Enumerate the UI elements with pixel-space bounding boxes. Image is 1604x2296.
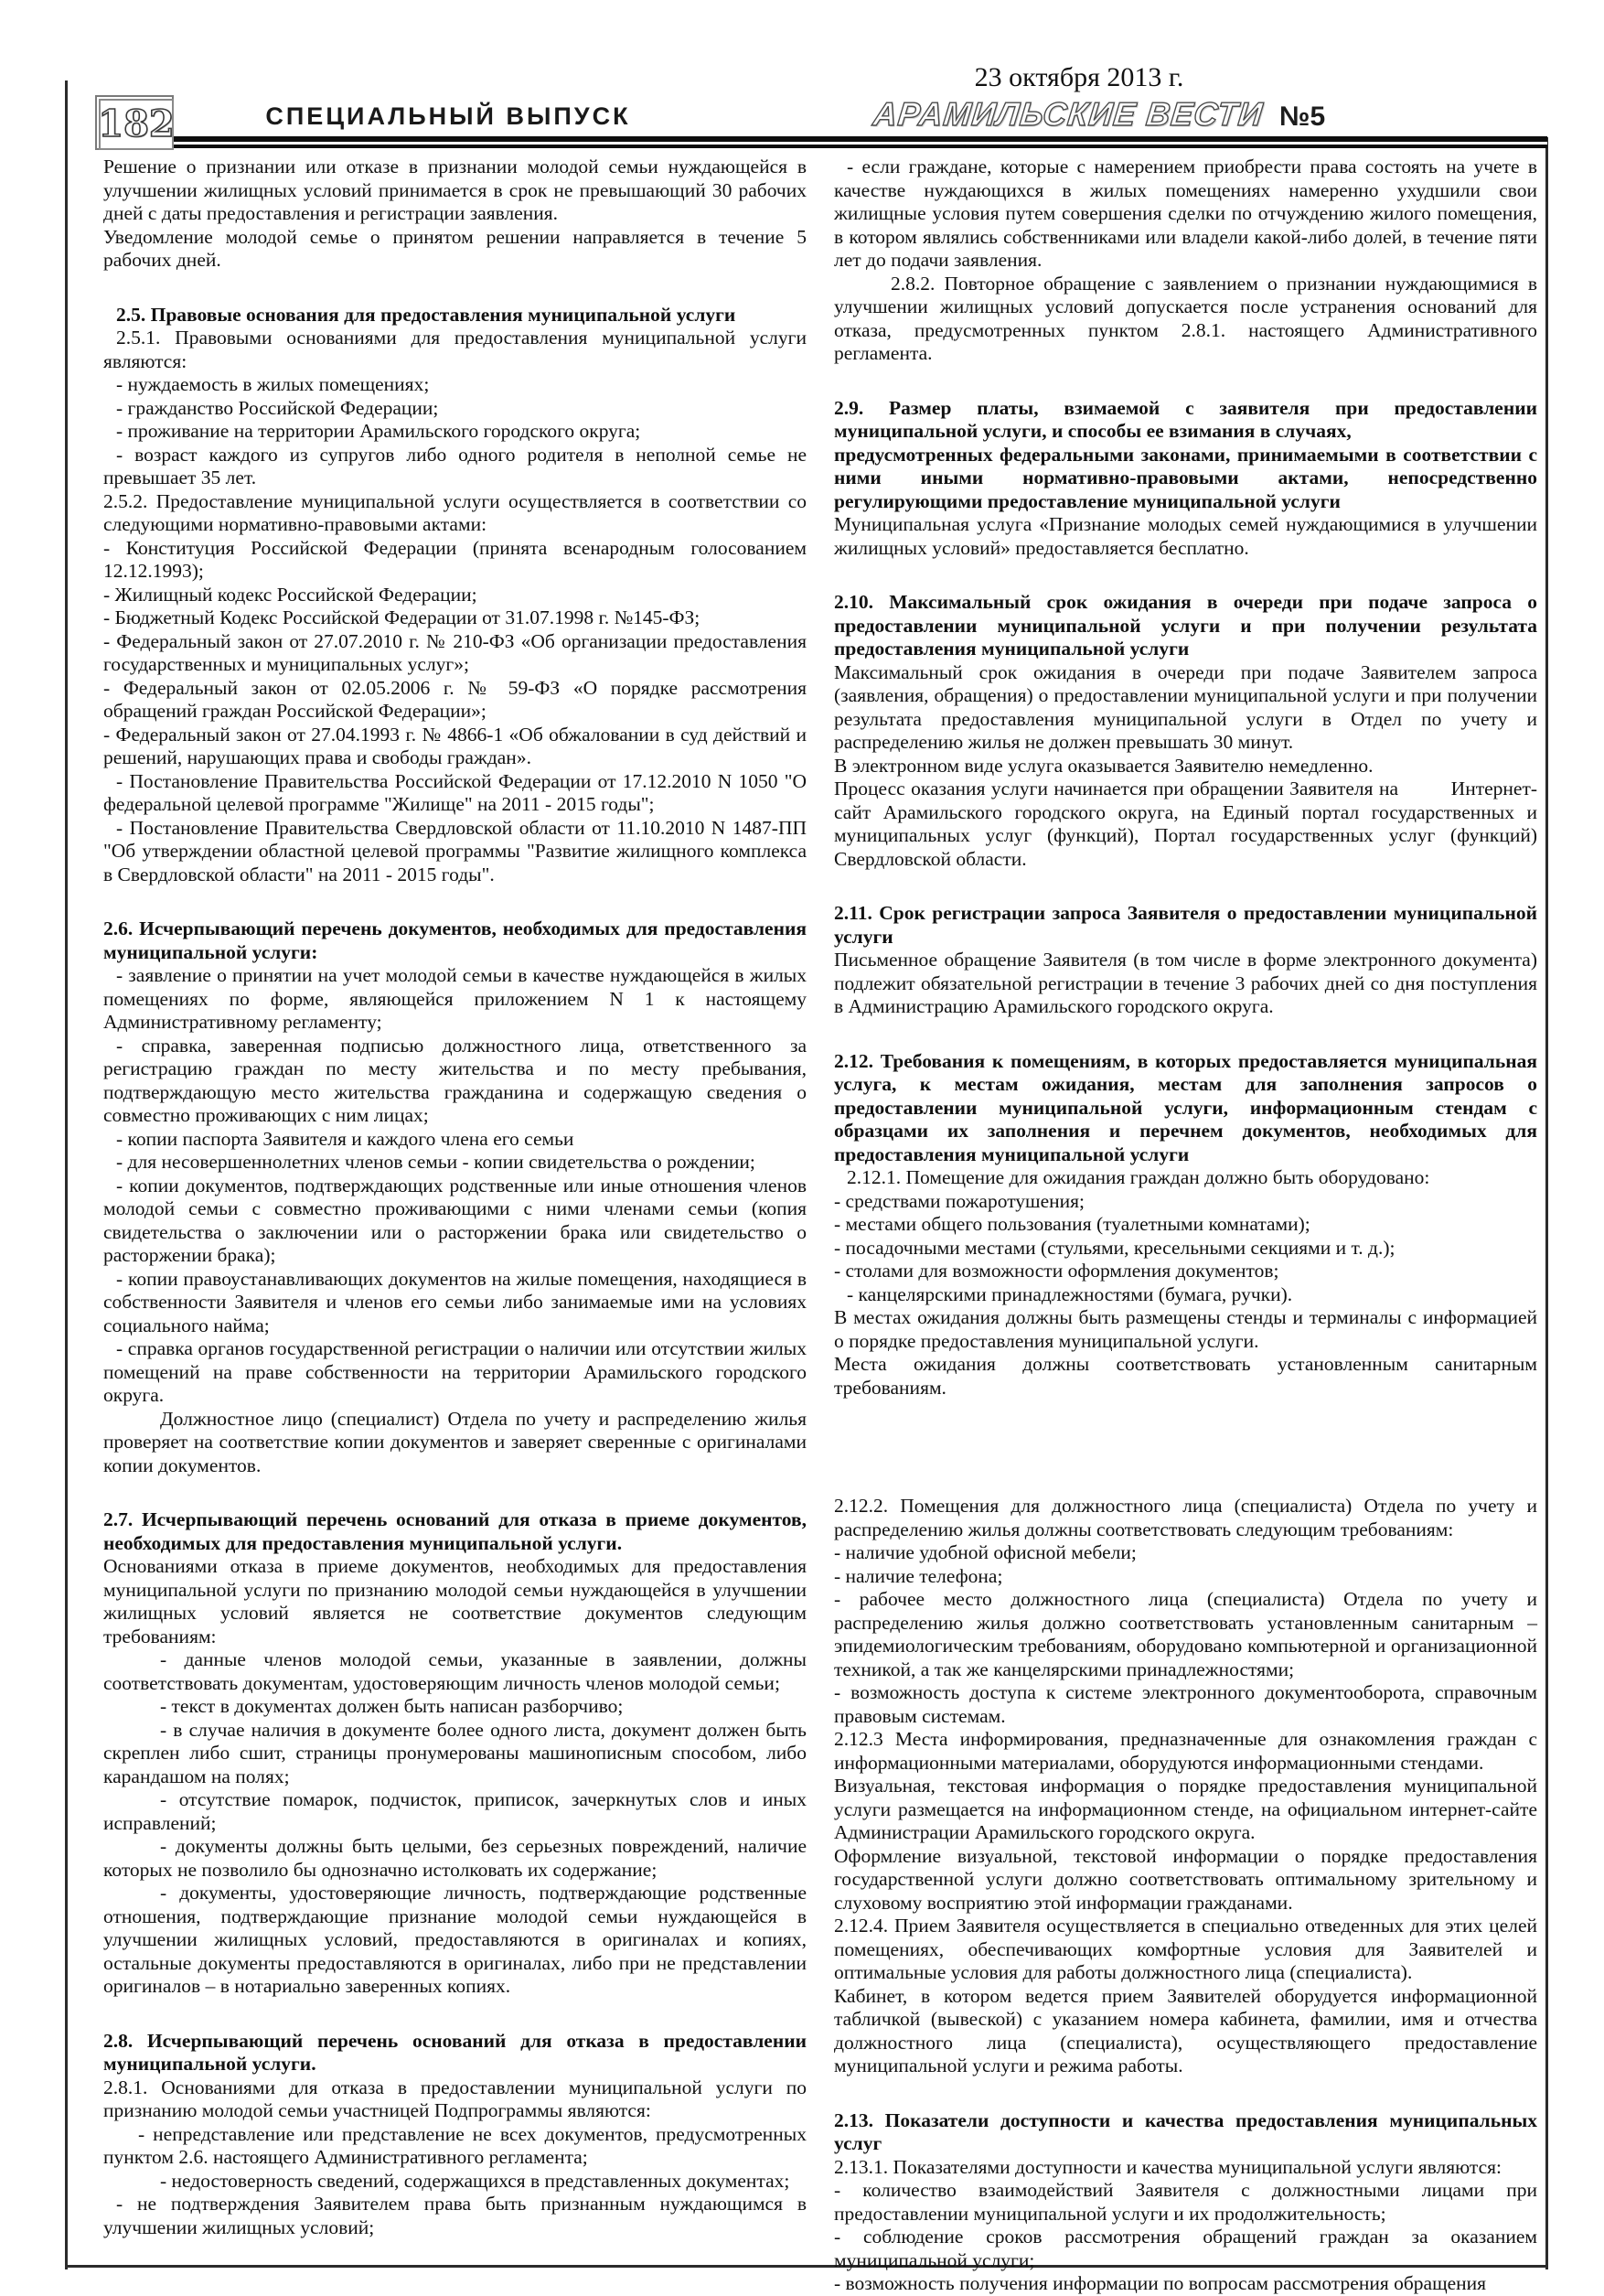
section-heading: 2.13. Показатели доступности и качества предоставления муниципальных услуг [834, 2108, 1537, 2154]
left-column [103, 156, 807, 2296]
paragraph: - Бюджетный Кодекс Российской Федерации от 31.07.1998 г. №145-ФЗ; [103, 606, 700, 628]
paragraph: - Жилищный кодекс Российской Федерации; [103, 583, 477, 606]
paragraph: Места ожидания должны соответствовать установленным санитарным требованиям. [834, 1353, 1537, 1399]
paragraph: 2.8.2. Повторное обращение с заявлением о признании нуждающимися в улучшении жилищных условий допускается после устранения оснований для отказа, предусмотренных пунктом 2.8.1. настоящего Административного регламента. [834, 272, 1537, 364]
paragraph: - возможность получения информации по вопросам рассмотрения обращения [834, 2272, 1487, 2294]
paragraph: - копии правоустанавливающих документов на жилые помещения, находящиеся в собственности Заявителя и членов его семьи либо занимаемые ими на условиях социального найма; [103, 1267, 807, 1336]
paragraph: 2.12.4. Прием Заявителя осуществляется в специально отведенных для этих целей помещениях, обеспечивающих комфортные условия для Заявителей и оптимальные условия для работы должностного лица (специалиста). [834, 1915, 1537, 1983]
paragraph: В местах ожидания должны быть размещены стенды и терминалы с информацией о порядке предоставления муниципальной услуги. [834, 1306, 1537, 1352]
scan-border-right [1545, 137, 1548, 2269]
paragraph: - для несовершеннолетних членов семьи - копии свидетельства о рождении; [116, 1151, 755, 1173]
paragraph: - соблюдение сроков рассмотрения обращений граждан за оказанием муниципальной услуги; [834, 2226, 1537, 2271]
paragraph: - гражданство Российской Федерации; [116, 396, 439, 419]
paragraph: - Федеральный закон от 27.07.2010 г. № 210-ФЗ «Об организации предоставления государственных и муниципальных услуг»; [103, 629, 807, 675]
special-issue-title: СПЕЦИАЛЬНЫЙ ВЫПУСК [265, 102, 631, 130]
paragraph: Уведомление молодой семье о принятом решении направляется в течение 5 рабочих дней. [103, 225, 807, 271]
newspaper-masthead: АРАМИЛЬСКИЕ ВЕСТИ [871, 95, 1266, 133]
paragraph: 2.5.1. Правовыми основаниями для предоставления муниципальной услуги являются: [103, 327, 807, 372]
paragraph: - копии документов, подтверждающих родственные или иные отношения членов молодой семьи с совместно проживающими с ними членами семьи (копия свидетельства о заключении или о расторжении брака или свидетельство о расторжении брака); [103, 1174, 807, 1266]
article-body [103, 156, 1537, 2296]
section-heading: 2.7. Исчерпывающий перечень оснований для отказа в приеме документов, необходимых для предоставления муниципальной услуги. [103, 1508, 807, 1554]
right-column [834, 156, 1537, 2296]
paragraph: Визуальная, текстовая информация о порядке предоставления муниципальной услуги размещается на информационном стенде, на официальном интернет-сайте Администрации Арамильского городского округа. [834, 1775, 1537, 1843]
paragraph-spacer [834, 366, 1537, 397]
paragraph: - документы, удостоверяющие личность, подтверждающие родственные отношения, подтверждающие признание молодой семьи нуждающейся в улучшении жилищных условий, предоставляются в оригиналах и копиях, остальные документы предоставляются в оригиналах, либо при не представлении оригиналов – в нотариально заверенных копиях. [103, 1882, 807, 1997]
paragraph-spacer [834, 2078, 1537, 2109]
paragraph: Процесс оказания услуги начинается при обращении Заявителя на Интернет-сайт Арамильского городского округа, на Единый портал государственных и муниципальных услуг (функций), Портал государственных услуг (функций) Свердловской области. [834, 778, 1537, 870]
paragraph: - средствами пожаротушения; [834, 1189, 1085, 1212]
section-heading: 2.8. Исчерпывающий перечень оснований для отказа в предоставлении муниципальной услуги. [103, 2029, 807, 2075]
paragraph: - нуждаемость в жилых помещениях; [116, 373, 430, 395]
paragraph: Муниципальная услуга «Признание молодых семей нуждающимися в улучшении жилищных условий» предоставляется бесплатно. [834, 513, 1537, 559]
issue-date: 23 октября 2013 г. [974, 62, 1184, 92]
paragraph-spacer [103, 1477, 807, 1508]
paragraph: - количество взаимодействий Заявителя с должностными лицами при предоставлении муниципальной услуги и их продолжительность; [834, 2179, 1537, 2225]
paragraph: - наличие удобной офисной мебели; [834, 1541, 1137, 1563]
page-number-inner-frame [99, 99, 174, 150]
paragraph: - проживание на территории Арамильского городского округа; [116, 420, 641, 442]
paragraph: - копии паспорта Заявителя и каждого члена его семьи [116, 1127, 574, 1150]
paragraph-spacer [834, 871, 1537, 902]
paragraph: - наличие телефона; [834, 1564, 1003, 1587]
paragraph: - если граждане, которые с намерением приобрести права состоять на учете в качестве нуждающихся в жилых помещениях намеренно ухудшили свои жилищные условия путем совершения сделки по отчуждению жилого помещения, в котором являлись собственниками или владели какой-либо долей, в течение пяти лет до подачи заявления. [834, 156, 1537, 271]
paragraph: - Постановление Правительства Свердловской области от 11.10.2010 N 1487-ПП "Об утверждении областной целевой программы "Развитие жилищного комплекса в Свердловской области" на 2011 - 2015 годы". [103, 816, 807, 885]
paragraph: 2.12.2. Помещения для должностного лица (специалиста) Отдела по учету и распределению жилья должны соответствовать следующим требованиям: [834, 1495, 1537, 1540]
paragraph: - не подтверждения Заявителем права быть признанным нуждающимся в улучшении жилищных условий; [103, 2193, 807, 2238]
paragraph-spacer [834, 1400, 1537, 1495]
paragraph: Кабинет, в котором ведется прием Заявителей оборудуется информационной табличкой (вывеской) с указанием номера кабинета, фамилии, имя и отчества должностного лица (специалиста), осуществляющего предоставление муниципальной услуги и режима работы. [834, 1984, 1537, 2076]
paragraph: - возраст каждого из супругов либо одного родителя в неполной семье не превышает 35 лет. [103, 443, 807, 488]
paragraph: - местами общего пользования (туалетными комнатами); [834, 1213, 1310, 1235]
header-double-rule [166, 136, 1547, 148]
paragraph: - Федеральный закон от 27.04.1993 г. № 4866-1 «Об обжаловании в суд действий и решений, нарушающих права и свободы граждан». [103, 723, 807, 768]
paragraph: - данные членов молодой семьи, указанные в заявлении, должны соответствовать документам, удостоверяющим личность членов молодой семьи; [103, 1648, 807, 1694]
paragraph: - возможность доступа к системе электронного документооборота, справочным правовым системам. [834, 1681, 1537, 1727]
paragraph: Письменное обращение Заявителя (в том числе в форме электронного документа) подлежит обязательной регистрации в течение 3 рабочих дней со дня поступления в Администрацию Арамильского городского округа. [834, 949, 1537, 1017]
paragraph: - документы должны быть целыми, без серьезных повреждений, наличие которых не позволило бы однозначно истолковать их содержание; [103, 1835, 807, 1881]
paragraph: В электронном виде услуга оказывается Заявителю немедленно. [834, 754, 1374, 777]
paragraph: - в случае наличия в документе более одного листа, документ должен быть скреплен либо сшит, страницы пронумерованы машинописным способом, либо карандашом на полях; [103, 1718, 807, 1787]
paragraph: Решение о признании или отказе в признании молодой семьи нуждающейся в улучшении жилищных условий принимается в срок не превышающий 30 рабочих дней с даты предоставления и регистрации заявления. [103, 156, 807, 224]
section-heading: 2.11. Срок регистрации запроса Заявителя о предоставлении муниципальной услуги [834, 902, 1537, 948]
paragraph: - рабочее место должностного лица (специалиста) Отдела по учету и распределению жилья должно соответствовать установленным санитарным – эпидемиологическим требованиям, оборудовано компьютерной и организационной техникой, а так же канцелярскими принадлежностями; [834, 1588, 1537, 1680]
paragraph: 2.8.1. Основаниями для отказа в предоставлении муниципальной услуги по признанию молодой семьи участницей Подпрограммы являются: [103, 2076, 807, 2121]
section-heading: 2.9. Размер платы, взимаемой с заявителя при предоставлении муниципальной услуги, и способы ее взимания в случаях, [834, 396, 1537, 442]
section-heading: 2.12. Требования к помещениям, в которых предоставляется муниципальная услуга, к местам ожидания, местам для заполнения запросов о предоставлении муниципальной услуги, информационным стендам с образцами их заполнения и перечнем документов, необходимых для предоставления муниципальной услуги [834, 1049, 1537, 1165]
paragraph: - отсутствие помарок, подчисток, приписок, зачеркнутых слов и иных исправлений; [103, 1788, 807, 1834]
section-heading: 2.5. Правовые основания для предоставления муниципальной услуги [116, 303, 736, 326]
paragraph: - посадочными местами (стульями, кресельными секциями и т. д.); [834, 1236, 1395, 1259]
paragraph: - справка, заверенная подписью должностного лица, ответственного за регистрацию граждан по месту жительства и по месту пребывания, подтверждающую место жительства гражданина и содержащую сведения о совместно проживающих с ним лицах; [103, 1034, 807, 1126]
paragraph: - Конституция Российской Федерации (принята всенародным голосованием 12.12.1993); [103, 536, 807, 582]
paragraph: Основаниями отказа в приеме документов, необходимых для предоставления муниципальной услуги по признанию молодой семьи нуждающейся в улучшении жилищных условий является не соответствие документов следующим требованиям: [103, 1555, 807, 1647]
paragraph-spacer [103, 273, 807, 304]
paragraph: - канцелярскими принадлежностями (бумага, ручки). [847, 1282, 1293, 1305]
paragraph: 2.5.2. Предоставление муниципальной услуги осуществляется в соответствии со следующими нормативно-правовыми актами: [103, 489, 807, 535]
paragraph: 2.12.1. Помещение для ожидания граждан должно быть оборудовано: [847, 1166, 1430, 1188]
paragraph-spacer [834, 560, 1537, 591]
paragraph: - заявление о принятии на учет молодой семьи в качестве нуждающейся в жилых помещениях по форме, являющейся приложением N 1 к настоящему Административному регламенту; [103, 964, 807, 1033]
paragraph: - Постановление Правительства Российской Федерации от 17.12.2010 N 1050 "О федеральной целевой программе "Жилище" на 2011 - 2015 годы"; [103, 769, 807, 815]
section-heading: предусмотренных федеральными законами, принимаемыми в соответствии с ними иными нормативно-правовыми актами, непосредственно регулирующими предоставление муниципальной услуги [834, 443, 1537, 512]
section-heading: 2.10. Максимальный срок ожидания в очереди при подаче запроса о предоставлении муниципальной услуги и при получении результата предоставления муниципальной услуги [834, 591, 1537, 660]
issue-number: №5 [1279, 102, 1326, 132]
paragraph: 2.13.1. Показателями доступности и качества муниципальной услуги являются: [834, 2155, 1502, 2178]
scan-border-left [65, 80, 68, 2269]
paragraph: Максимальный срок ожидания в очереди при подаче Заявителем запроса (заявления, обращения) о предоставлении муниципальной услуги и при получении результата предоставления муниципальной услуги в Отдел по учету и распределению жилья не должен превышать 30 минут. [834, 660, 1537, 753]
section-heading: 2.6. Исчерпывающий перечень документов, необходимых для предоставления муниципальной услуги: [103, 917, 807, 963]
paragraph: - непредставление или представление не всех документов, предусмотренных пунктом 2.6. настоящего Административного регламента; [103, 2122, 807, 2168]
paragraph: - Федеральный закон от 02.05.2006 г. № 59-ФЗ «О порядке рассмотрения обращений граждан Российской Федерации»; [103, 676, 807, 722]
paragraph: 2.12.3 Места информирования, предназначенные для ознакомления граждан с информационными материалами, оборудуются информационными стендами. [834, 1728, 1537, 1774]
page-number: 182 [98, 102, 175, 145]
paragraph: Оформление визуальной, текстовой информации о порядке предоставления государственной услуги должно соответствовать оптимальному зрительному и слуховому восприятию этой информации гражданами. [834, 1844, 1537, 1914]
paragraph: - столами для возможности оформления документов; [834, 1260, 1279, 1282]
paragraph: - справка органов государственной регистрации о наличии или отсутствии жилых помещений на праве собственности на территории Арамильского городского округа. [103, 1337, 807, 1406]
masthead-row [871, 95, 1326, 134]
paragraph-spacer [834, 1019, 1537, 1050]
paragraph: Должностное лицо (специалист) Отдела по учету и распределению жилья проверяет на соответствие копии документов и заверяет сверенные с оригиналами копии документов. [103, 1407, 807, 1476]
paragraph: - недостоверность сведений, содержащихся в представленных документах; [160, 2169, 790, 2192]
paragraph-spacer [103, 886, 807, 917]
paragraph-spacer [103, 1999, 807, 2030]
paragraph: - текст в документах должен быть написан разборчиво; [160, 1695, 624, 1717]
page-number-box [95, 95, 174, 150]
